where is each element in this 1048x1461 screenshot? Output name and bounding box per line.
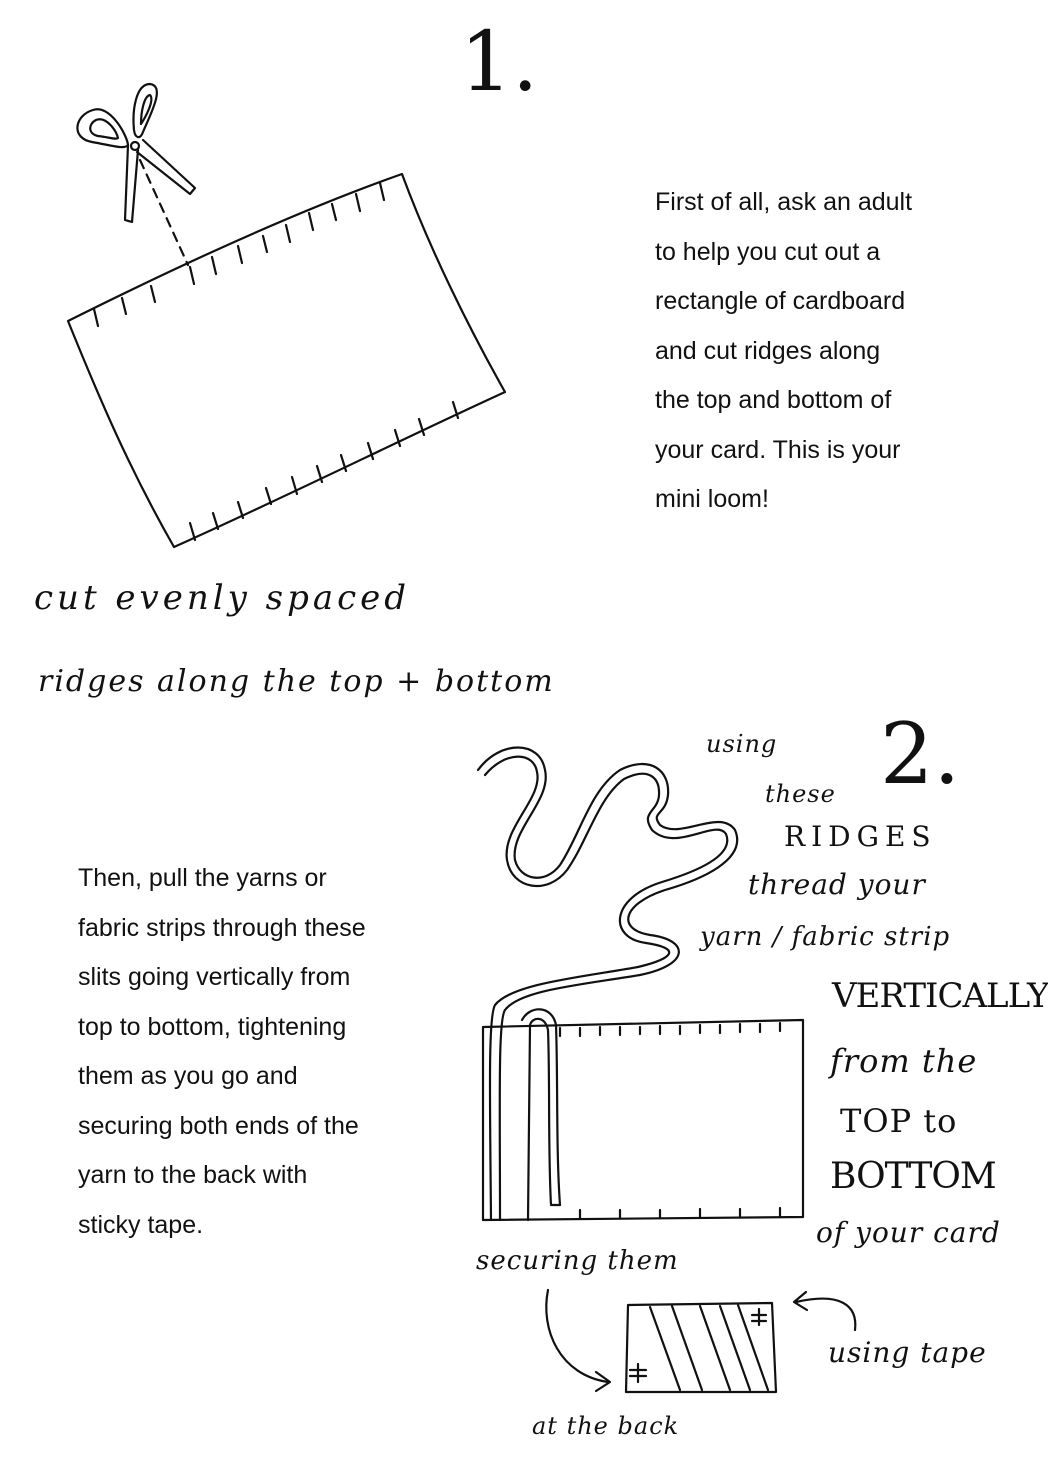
- arrow-securing: [546, 1290, 610, 1391]
- instruction-line: yarn to the back with: [78, 1161, 308, 1189]
- handwritten-these: these: [765, 780, 836, 808]
- handwritten-bottom: BOTTOM: [830, 1156, 996, 1197]
- handwritten-ridges: RIDGES: [784, 820, 937, 853]
- instruction-line: securing both ends of the: [78, 1111, 359, 1140]
- handwritten-cut-spaced: cut evenly spaced: [34, 578, 411, 618]
- step-1-number: 1.: [460, 15, 539, 110]
- step2-card: [483, 1020, 803, 1220]
- handwritten-of-your-card: of your card: [816, 1216, 1001, 1249]
- instruction-line: sticky tape.: [78, 1210, 204, 1239]
- instruction-line: fabric strips through these: [78, 913, 366, 942]
- arrow-using-tape: [794, 1292, 855, 1330]
- handwritten-using-tape: using tape: [828, 1336, 987, 1369]
- handwritten-ridges-along: ridges along the top + bottom: [38, 664, 555, 699]
- yarn-strand-icon: [478, 748, 737, 1221]
- card-back-taped-icon: [626, 1303, 776, 1392]
- scissors-icon: [77, 84, 195, 222]
- instruction-line: Then, pull the yarns or: [78, 864, 327, 892]
- handwritten-using: using: [706, 730, 778, 758]
- handwritten-at-the-back: at the back: [532, 1412, 680, 1440]
- instruction-line: the top and bottom of: [655, 386, 892, 414]
- instruction-line: and cut ridges along: [655, 336, 881, 365]
- step-2-number: 2.: [880, 705, 961, 803]
- handwritten-securing-them: securing them: [476, 1246, 679, 1276]
- cardboard-loom-icon: [68, 174, 505, 547]
- instruction-line: your card. This is your: [655, 435, 901, 464]
- instruction-line: rectangle of cardboard: [655, 287, 906, 315]
- handwritten-from-the: from the: [830, 1042, 978, 1080]
- instruction-line: mini loom!: [655, 485, 769, 513]
- instruction-line: them as you go and: [78, 1062, 298, 1090]
- step-1-instructions: [655, 178, 912, 525]
- handwritten-vertically: VERTICALLY: [832, 976, 1048, 1016]
- instruction-line: top to bottom, tightening: [78, 1012, 347, 1041]
- handwritten-yarn-fabric: yarn / fabric strip: [700, 922, 951, 952]
- instruction-line: First of all, ask an adult: [655, 188, 913, 216]
- instruction-line: slits going vertically from: [78, 963, 351, 991]
- handwritten-top-to: TOP to: [840, 1102, 958, 1140]
- instruction-line: to help you cut out a: [655, 237, 881, 266]
- step-2-instructions: [78, 854, 366, 1250]
- handwritten-thread: thread your: [748, 868, 926, 901]
